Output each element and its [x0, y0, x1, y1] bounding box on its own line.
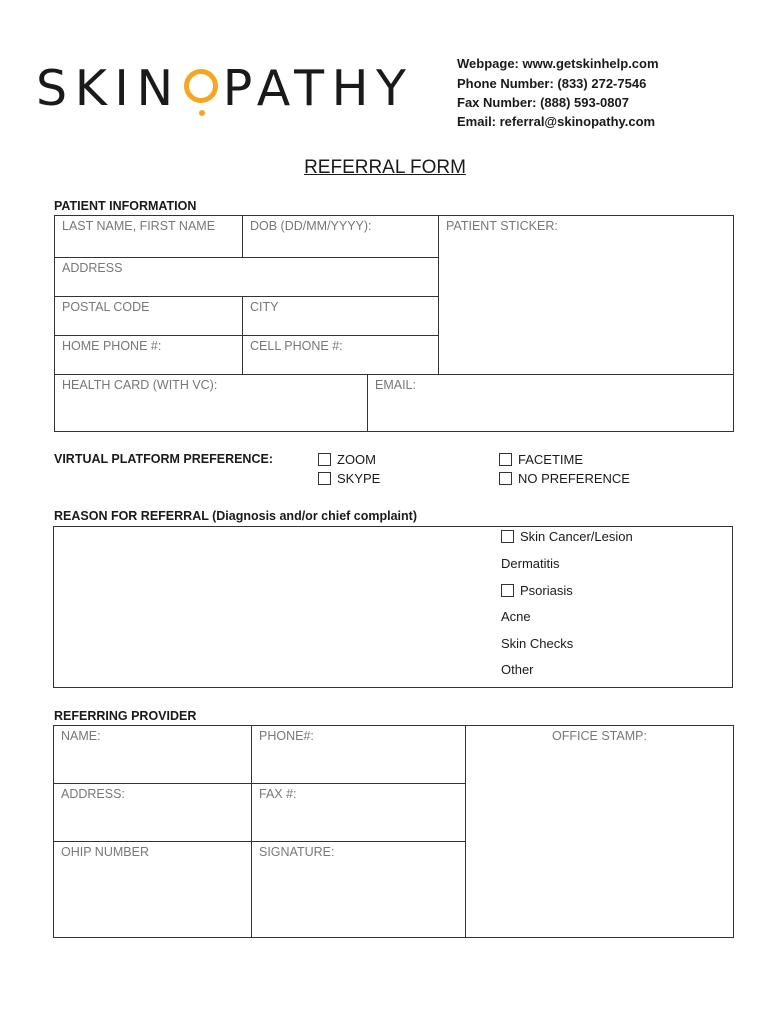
option-zoom[interactable]: [318, 452, 376, 467]
patient-info-table: [54, 215, 734, 432]
option-facetime[interactable]: [499, 452, 583, 467]
office-stamp-field[interactable]: OFFICE STAMP:: [466, 726, 734, 938]
option-facetime-label: FACETIME: [518, 452, 584, 467]
reason-heading: REASON FOR REFERRAL (Diagnosis and/or chief complaint): [54, 509, 417, 523]
reason-text-area[interactable]: [53, 526, 733, 688]
provider-name-field[interactable]: NAME:: [54, 726, 252, 784]
postal-code-field[interactable]: POSTAL CODE: [55, 297, 243, 336]
dob-field[interactable]: DOB (DD/MM/YYYY):: [243, 216, 439, 258]
referring-provider-heading: REFERRING PROVIDER: [54, 709, 197, 723]
provider-address-field[interactable]: ADDRESS:: [54, 784, 252, 842]
option-zoom-label: ZOOM: [337, 452, 376, 467]
contact-email: Email: referral@skinopathy.com: [457, 114, 656, 129]
reason-other[interactable]: Other: [501, 662, 534, 677]
provider-phone-field[interactable]: PHONE#:: [252, 726, 466, 784]
checkbox-icon[interactable]: [501, 530, 514, 543]
patient-info-heading: PATIENT INFORMATION: [54, 199, 197, 213]
home-phone-field[interactable]: HOME PHONE #:: [55, 336, 243, 375]
contact-webpage: Webpage: www.getskinhelp.com: [457, 56, 659, 71]
checkbox-icon[interactable]: [501, 584, 514, 597]
last-first-name-field[interactable]: LAST NAME, FIRST NAME: [55, 216, 243, 258]
logo-text-part1: SKIN: [36, 60, 181, 117]
signature-field[interactable]: SIGNATURE:: [252, 842, 466, 938]
contact-fax: Fax Number: (888) 593-0807: [457, 95, 629, 110]
virtual-platform-heading: VIRTUAL PLATFORM PREFERENCE:: [54, 452, 273, 466]
provider-fax-field[interactable]: FAX #:: [252, 784, 466, 842]
reason-skin-cancer[interactable]: [501, 529, 633, 544]
option-skype[interactable]: [318, 471, 380, 486]
option-no-preference-label: NO PREFERENCE: [518, 471, 630, 486]
option-skype-label: SKYPE: [337, 471, 381, 486]
cell-phone-field[interactable]: CELL PHONE #:: [243, 336, 439, 375]
option-no-preference[interactable]: [499, 471, 630, 486]
skinopathy-logo: [36, 60, 436, 120]
form-title: REFERRAL FORM: [304, 157, 466, 178]
checkbox-icon[interactable]: [499, 472, 512, 485]
checkbox-icon[interactable]: [318, 472, 331, 485]
ohip-number-field[interactable]: OHIP NUMBER: [54, 842, 252, 938]
contact-phone: Phone Number: (833) 272-7546: [457, 76, 647, 91]
reason-psoriasis-label: Psoriasis: [520, 583, 573, 598]
city-field[interactable]: CITY: [243, 297, 439, 336]
health-card-field[interactable]: HEALTH CARD (WITH VC):: [55, 375, 368, 432]
patient-sticker-field[interactable]: PATIENT STICKER:: [439, 216, 734, 375]
checkbox-icon[interactable]: [318, 453, 331, 466]
checkbox-icon[interactable]: [499, 453, 512, 466]
reason-dermatitis[interactable]: Dermatitis: [501, 556, 560, 571]
patient-email-field[interactable]: EMAIL:: [368, 375, 734, 432]
referring-provider-table: [53, 725, 734, 938]
address-field[interactable]: ADDRESS: [55, 258, 439, 297]
reason-acne[interactable]: Acne: [501, 609, 531, 624]
reason-skin-cancer-label: Skin Cancer/Lesion: [520, 529, 633, 544]
logo-text-part2: PATHY: [222, 60, 414, 117]
logo-o-icon: [184, 69, 218, 103]
reason-psoriasis[interactable]: [501, 583, 573, 598]
reason-skin-checks[interactable]: Skin Checks: [501, 636, 574, 651]
